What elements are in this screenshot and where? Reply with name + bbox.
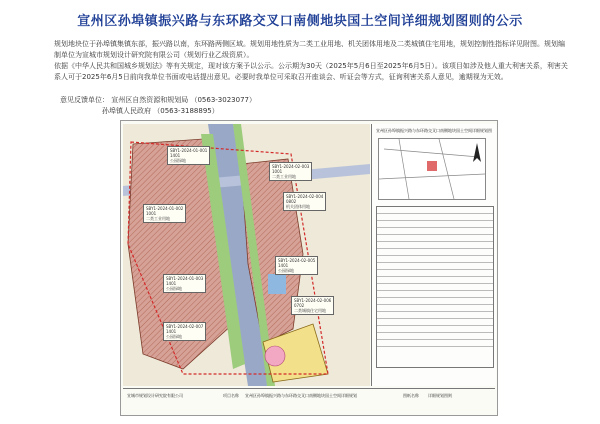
parcel-label: [283, 192, 326, 211]
contact-block: [60, 95, 256, 116]
table-row: [377, 270, 493, 277]
table-row: [377, 319, 493, 326]
parcel-label: [275, 256, 318, 275]
table-row: [377, 207, 493, 214]
parcel-label: [291, 296, 334, 315]
parcel-label-use: 1401: [170, 153, 181, 158]
table-row: [377, 263, 493, 270]
notice-body: [40, 39, 570, 83]
table-row: [377, 312, 493, 319]
table-row: [377, 221, 493, 228]
parcel-label-code: SBY1-2024-02-006: [294, 298, 332, 303]
contact-0-phone: （0563-3023077）: [190, 96, 256, 104]
parcel-label-use: 1401: [278, 263, 289, 268]
control-index-table: [376, 206, 494, 368]
table-row: [377, 228, 493, 235]
parcel-label-name: 公园绿地: [166, 286, 182, 291]
parcel-label: [163, 274, 206, 293]
parcel-label-code: SBY1-2024-02-005: [278, 258, 316, 263]
parcel-label-name: 机关团体用地: [286, 204, 310, 209]
page-title: 宣州区孙埠镇振兴路与东环路交叉口南侧地块国土空间详细规划图则的公示: [77, 14, 523, 29]
notice-paragraph-1: 规划地块位于孙埠镇集镇东部，振兴路以南，东环路两侧区域。规划用地性质为二类工业用地、机关团体用地及二类城镇住宅用地，规划控制性指标详见附图。规划编制单位为宣城市规划设计研究院有限公司（规划行业乙级资质）。: [54, 40, 565, 59]
parcel-label-name: 二类工业用地: [272, 174, 296, 179]
table-row: [377, 242, 493, 249]
parcel-label-name: 二类城镇住宅用地: [294, 308, 326, 313]
parcel-label-code: SBY1-2024-02-004: [286, 194, 324, 199]
parcel-label-use: 1401: [166, 281, 177, 286]
map-footer: [123, 388, 495, 414]
parcel-label-code: SBY1-2024-02-003: [272, 164, 310, 169]
table-row: [377, 333, 493, 340]
contact-1-line: [60, 106, 256, 117]
parcel-label-code: SBY1-2024-01-002: [146, 206, 184, 211]
parcel-label-use: 1001: [146, 211, 157, 216]
parcel-label: [143, 204, 186, 223]
parcel-label: [163, 322, 206, 341]
table-row: [377, 298, 493, 305]
parcel-label-code: SBY1-2024-01-003: [166, 276, 204, 281]
footer-drawing-name: 详细规划图则: [428, 393, 452, 398]
parcel-label-name: 公园绿地: [278, 268, 294, 273]
parcel-label-name: 公园绿地: [170, 158, 186, 163]
legend-panel: [371, 124, 496, 386]
water-body: [268, 274, 286, 294]
map-area: [123, 124, 370, 386]
notice-paragraph-2: 依据《中华人民共和国城乡规划法》等有关规定，现对该方案予以公示。公示期为30天（2025年5月6日至2025年6月5日）。该项目如涉及他人重大利害关系，利害关系人可于2025年6月5日前向我单位书面或电话提出意见。必要时我单位可采取召开座谈会、听证会等方式，征询利害关系人意见，逾期视为无效。: [54, 62, 568, 81]
mini-map-site: [427, 161, 437, 171]
parcel-label-use: 0802: [286, 199, 297, 204]
contact-heading-line: [60, 95, 256, 106]
institutional-parcel: [265, 346, 285, 366]
footer-project-label: 项目名称: [223, 393, 239, 398]
table-row: [377, 305, 493, 312]
parcel-label-code: SBY1-2024-02-007: [166, 324, 204, 329]
table-row: [377, 326, 493, 333]
parcel-label-use: 1001: [272, 169, 283, 174]
table-row: [377, 340, 493, 347]
footer-project-name: 宣州区孙埠镇振兴路与东环路交叉口南侧地块国土空间详细规划: [245, 393, 357, 398]
parcel-label-use: 0702: [294, 303, 305, 308]
contact-1-phone: （0563-3188895）: [153, 106, 219, 115]
footer-institute: 宣城市规划设计研究院有限公司: [127, 393, 183, 398]
parcel-label: [269, 162, 312, 181]
planning-map-image: [120, 120, 498, 416]
parcel-label-name: 二类工业用地: [146, 216, 170, 221]
contact-0-name: 宣州区自然资源和规划局: [111, 96, 189, 104]
parcel-label: [167, 146, 210, 165]
table-row: [377, 256, 493, 263]
table-row: [377, 214, 493, 221]
land-use-map: [123, 124, 370, 386]
parcel-label-code: SBY1-2024-01-001: [170, 148, 208, 153]
contact-1-name: 孙埠镇人民政府: [102, 106, 151, 115]
parcel-label-use: 1401: [166, 329, 177, 334]
footer-drawing-label: 图纸名称: [403, 393, 419, 398]
table-row: [377, 249, 493, 256]
table-row: [377, 291, 493, 298]
parcel-label-name: 公园绿地: [166, 334, 182, 339]
contact-heading: 意见反馈单位：: [60, 96, 109, 104]
north-arrow-icon: [466, 142, 488, 164]
table-row: [377, 277, 493, 284]
table-row: [377, 235, 493, 242]
table-row: [377, 284, 493, 291]
legend-title: 宣州区孙埠镇振兴路与东环路交叉口南侧地块国土空间详细规划图: [376, 128, 492, 133]
